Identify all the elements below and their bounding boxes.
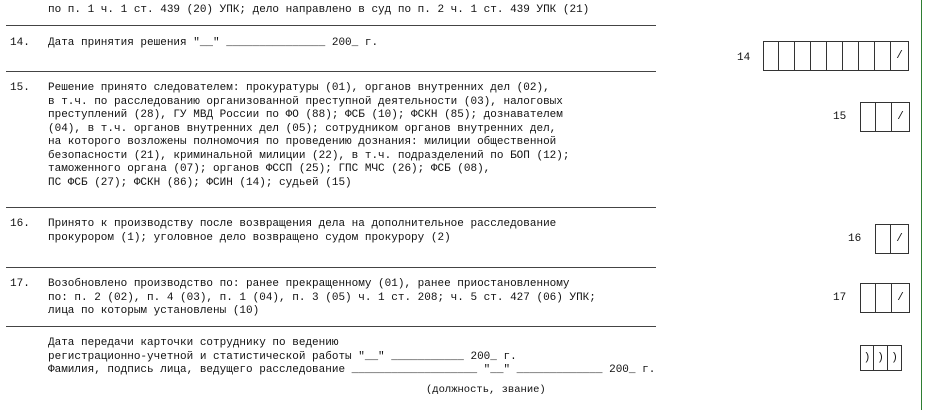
mark-cell[interactable]: ): [860, 345, 874, 371]
code-cell[interactable]: [827, 41, 843, 71]
code-cell[interactable]: [811, 41, 827, 71]
item-15-line: (04), в т.ч. органов внутренних дел (05); сотрудником органов внутренних дел,: [48, 122, 557, 135]
item-17-code-boxes[interactable]: [860, 283, 910, 313]
item-14-code-boxes[interactable]: [763, 41, 909, 71]
item-15-line: преступлений (28), ГУ МВД России по ФО (88); ФСБ (10); ФСКН (85); дознавателем: [48, 109, 563, 121]
separator-line: [6, 267, 656, 268]
mark-cell[interactable]: ): [874, 345, 888, 371]
code-cell[interactable]: [860, 283, 876, 313]
slash-cell: /: [892, 102, 910, 132]
footer-line: регистрационно-учетной и статистической работы "__" ___________ 200_ г.: [48, 350, 517, 363]
slash-cell: /: [891, 41, 909, 71]
item-14-number: 14.: [10, 37, 30, 49]
item-16-number: 16.: [10, 218, 30, 230]
code-cell[interactable]: [875, 224, 891, 254]
item-15-box-label: 15: [833, 111, 847, 123]
item-16-line: Принято к производству после возвращения дела на дополнительное расследование: [48, 218, 557, 230]
item-15-line: на которого возложены полномочия по проведению дознания: милиции общественной: [48, 136, 557, 148]
code-cell[interactable]: [875, 41, 891, 71]
item-15-line: Решение принято следователем: прокуратуры (01), органов внутренних дел (02),: [48, 82, 550, 94]
code-cell[interactable]: [859, 41, 875, 71]
item-17-text-block: [48, 278, 596, 319]
item-15-line: безопасности (21), криминальной милиции (22), в т.ч. подразделений по БОП (12);: [48, 149, 570, 162]
code-cell[interactable]: [860, 102, 876, 132]
item-15-text-block: [48, 82, 570, 190]
item-16-code-boxes[interactable]: [875, 224, 909, 254]
separator-line: [6, 71, 656, 72]
code-cell[interactable]: [876, 283, 892, 313]
item-16-text-block: [48, 218, 556, 245]
item-17-number: 17.: [10, 278, 30, 290]
item-17-box-label: 17: [833, 292, 847, 304]
code-cell[interactable]: [779, 41, 795, 71]
footer-mark-boxes[interactable]: [860, 345, 902, 371]
item-17-line: лица по которым установлены (10): [48, 305, 260, 317]
slash-cell: /: [891, 224, 909, 254]
item-16-line: прокурором (1); уголовное дело возвращено судом прокурору (2): [48, 231, 451, 244]
code-cell[interactable]: [763, 41, 779, 71]
item-15-line: в т.ч. по расследованию организованной преступной деятельности (03), налоговых: [48, 95, 563, 108]
mark-cell[interactable]: ): [888, 345, 902, 371]
code-cell[interactable]: [843, 41, 859, 71]
position-rank-caption: (должность, звание): [426, 384, 546, 396]
separator-line: [6, 207, 656, 208]
separator-line: [6, 326, 656, 327]
item-17-line: по: п. 2 (02), п. 4 (03), п. 1 (04), п. 3 (05) ч. 1 ст. 208; ч. 5 ст. 427 (06) УПК;: [48, 291, 596, 304]
item-14-text: Дата принятия решения "__" _______________ 200_ г.: [48, 37, 379, 49]
item-15-number: 15.: [10, 82, 30, 94]
item-15-line: ПС ФСБ (27); ФСКН (86); ФСИН (14); судьей (15): [48, 176, 352, 189]
right-border-line: [921, 0, 922, 410]
item-15-line: таможенного органа (07); органов ФССП (25); ГПС МЧС (26); ФСБ (08),: [48, 163, 491, 175]
item-14-box-label: 14: [737, 52, 751, 64]
item-16-box-label: 16: [848, 233, 862, 245]
item-15-code-boxes[interactable]: [860, 102, 910, 132]
continued-text-line: по п. 1 ч. 1 ст. 439 (20) УПК; дело направлено в суд по п. 2 ч. 1 ст. 439 УПК (21): [48, 4, 590, 16]
code-cell[interactable]: [795, 41, 811, 71]
code-cell[interactable]: [876, 102, 892, 132]
item-17-line: Возобновлено производство по: ранее прекращенному (01), ранее приостановленному: [48, 278, 570, 290]
footer-line: Фамилия, подпись лица, ведущего расследование ___________________ "__" _____________ 200_ г.: [48, 364, 656, 376]
transfer-date-block: [48, 337, 655, 378]
separator-line: [6, 25, 656, 26]
footer-line: Дата передачи карточки сотруднику по ведению: [48, 337, 339, 349]
slash-cell: /: [892, 283, 910, 313]
